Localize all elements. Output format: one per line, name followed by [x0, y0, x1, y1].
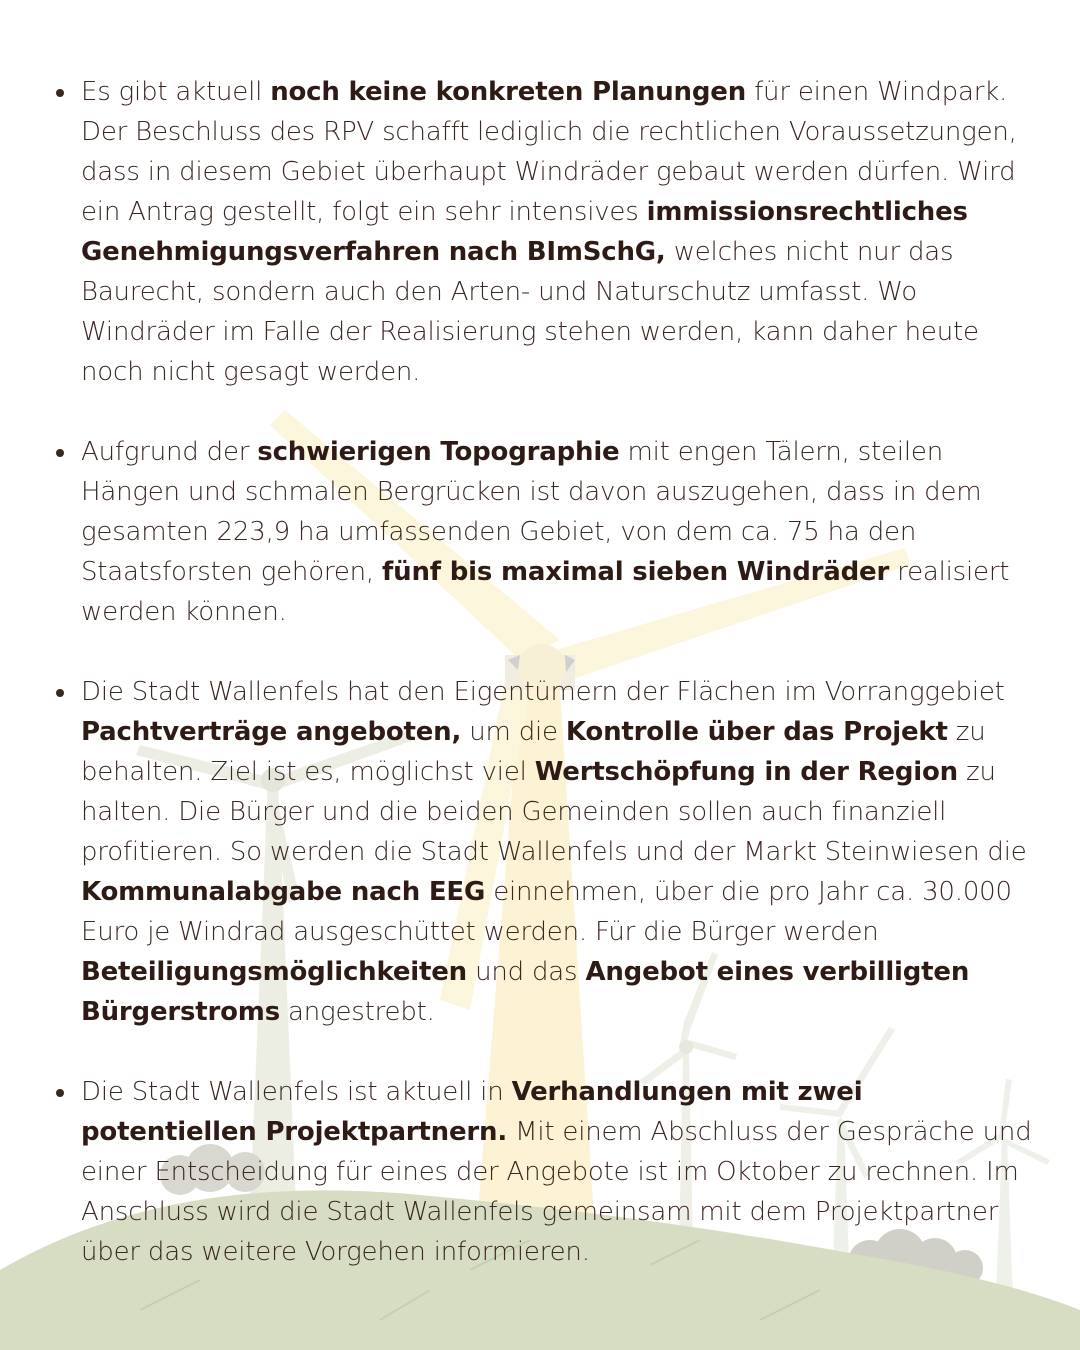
bullet-text-segment: realisiert werden können.: [81, 557, 1010, 627]
bullet-text-bold: noch keine konkreten Planungen: [270, 77, 747, 107]
bullet-text-bold: Kommunalabgabe nach EEG: [81, 877, 486, 907]
bullet-text-bold: Verhandlungen mit zwei potentiellen Projektpartnern.: [81, 1077, 863, 1147]
bullet-text-segment: angestrebt.: [279, 997, 435, 1027]
bullet-item: [0, 672, 1080, 1032]
bullet-text-segment: Es gibt aktuell: [81, 77, 271, 107]
bullet-text-bold: Pachtverträge angeboten,: [81, 717, 462, 747]
bullet-text-segment: zu halten. Die Bürger und die beiden Gemeinden sollen auch finanziell profitieren. So werden die Stadt Wallenfels und der Markt Steinwiesen die: [81, 757, 1027, 867]
bullet-text-bold: Angebot eines verbilligten Bürgerstroms: [81, 957, 970, 1027]
bullet-item: [0, 72, 1080, 392]
bullet-text-segment: mit engen Tälern, steilen Hängen und schmalen Bergrücken ist davon auszugehen, dass in dem gesamten 223,9 ha umfassenden Gebiet, von dem ca. 75 ha den Staatsforsten gehören,: [81, 437, 982, 587]
bullet-text-bold: schwierigen Topographie: [257, 437, 620, 467]
bullet-text-segment: um die: [461, 717, 566, 747]
bullet-text-segment: Aufgrund der: [81, 437, 258, 467]
bullet-dot-icon: [56, 449, 64, 457]
bullet-text-segment: einnehmen, über die pro Jahr ca. 30.000 Euro je Windrad ausgeschüttet werden. Für die Bürger werden: [81, 877, 1012, 947]
bullet-text-bold: Kontrolle über das Projekt: [565, 717, 948, 747]
bullet-text-segment: zu behalten. Ziel ist es, möglichst viel: [81, 717, 986, 787]
bullet-text-segment: Die Stadt Wallenfels ist aktuell in: [81, 1077, 512, 1107]
bullet-dot-icon: [56, 689, 64, 697]
bullet-list: [0, 72, 1080, 1312]
bullet-text-segment: Die Stadt Wallenfels hat den Eigentümern der Flächen im Vorranggebiet: [81, 677, 1005, 707]
bullet-item: [0, 432, 1080, 632]
bullet-text-segment: und das: [467, 957, 586, 987]
bullet-text-segment: für einen Windpark. Der Beschluss des RPV schafft lediglich die rechtlichen Voraussetzungen, dass in diesem Gebiet überhaupt Windräder gebaut werden dürfen. Wird ein Antrag gestellt, folgt ein sehr intensives: [81, 77, 1017, 227]
bullet-dot-icon: [56, 89, 64, 97]
bullet-item: [0, 1072, 1080, 1272]
bullet-text-bold: Beteiligungsmöglichkeiten: [81, 957, 467, 987]
bullet-text-bold: fünf bis maximal sieben Windräder: [382, 557, 890, 587]
bullet-dot-icon: [56, 1089, 64, 1097]
bullet-text-bold: Wertschöpfung in der Region: [534, 757, 958, 787]
bullet-text-segment: Mit einem Abschluss der Gespräche und einer Entscheidung für eines der Angebote ist im Oktober zu rechnen. Im Anschluss wird die Stadt Wallenfels gemeinsam mit dem Projektpartner über das weitere Vorgehen informieren.: [81, 1117, 1032, 1267]
bullet-text-bold: immissionsrechtliches Genehmigungsverfahren nach BImSchG,: [81, 197, 968, 267]
bullet-text-segment: welches nicht nur das Baurecht, sondern auch den Arten- und Naturschutz umfasst. Wo Windräder im Falle der Realisierung stehen werden, kann daher heute noch nicht gesagt werden.: [81, 237, 979, 387]
